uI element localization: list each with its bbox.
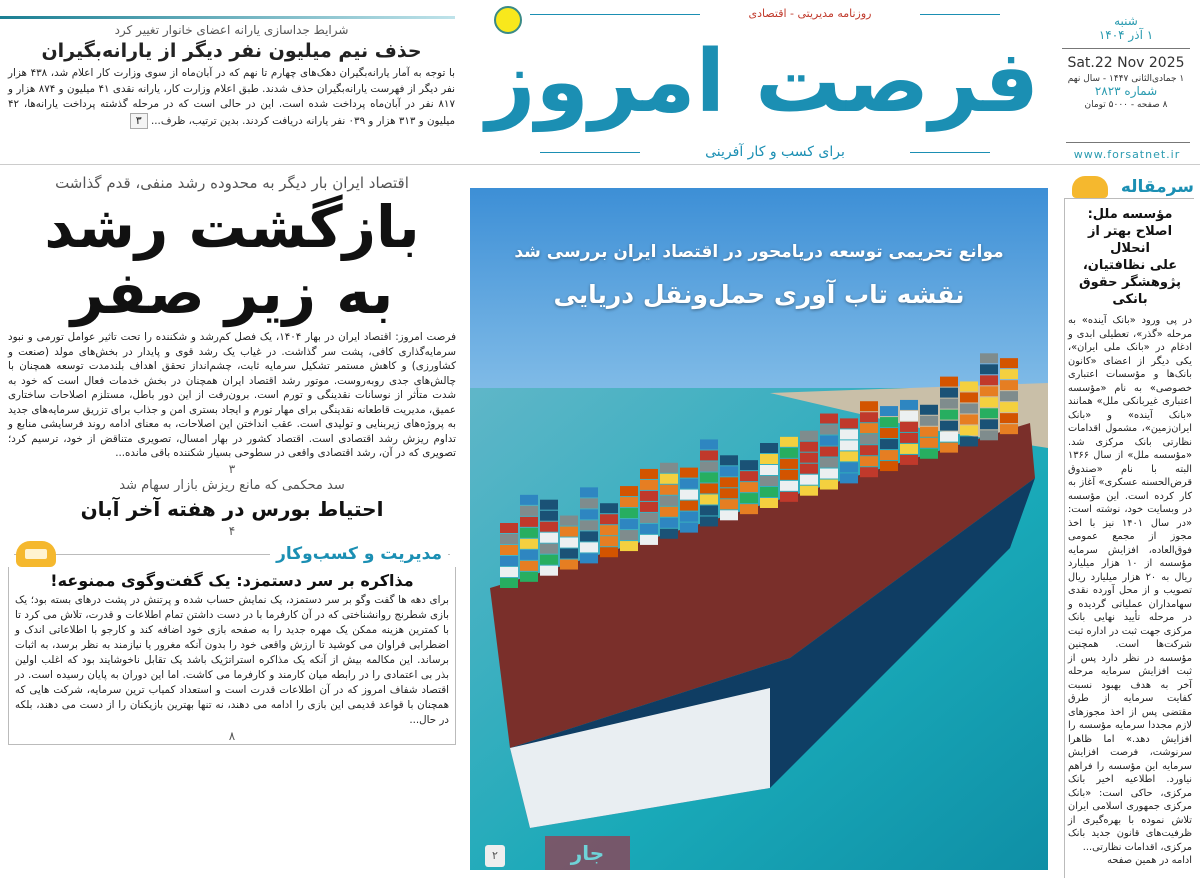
container [520,550,538,560]
container [780,437,798,447]
container [860,467,878,477]
container [500,523,518,533]
container [800,431,818,441]
briefcase-icon [16,541,56,567]
container [580,531,598,541]
container [560,549,578,559]
container [640,480,658,490]
container [520,528,538,538]
container [500,545,518,555]
container [880,428,898,438]
top-rule [0,16,455,19]
container [540,555,558,565]
container [720,455,738,465]
container [500,534,518,544]
container [840,451,858,461]
container [660,463,678,473]
container [800,464,818,474]
masthead-divider [0,164,1200,165]
page-ref[interactable]: ۳ [228,461,236,476]
container [600,503,618,513]
container [580,509,598,519]
business-body: برای دهه ها گفت وگو بر سر دستمزد، یک نمایش حساب شده و پرتنش در پشت درهای بسته بود؛ یک بازی شطرنج روانشناختی که در آن کارفرما با در دست داشتن تمام اطلاعات و قدرت، تلاش می کرد تا با کمترین هزینه ممکن یک مهره جدید را به صفحه بازی خود اضافه کند و کارجو با اطلاعاتی اندک و اضطرابی فراوان می کوشید تا ارزش واقعی خود را بدون آنکه مغرور یا نیازمند به نظر برسد، به اثبات برساند. این مکالمه بیش از آنکه یک مذاکره استراتژیک باشد یک تقابل ناخوشایند بود که اغلب اولین بذر بی اعتمادی را در رابطه میان کارمند و کارفرما می کاشت. اما این دوران به پایان رسیده است. در اقتصاد شفاف امروز که در آن اطلاعات قدرت است و استعداد کمیاب ترین سرمایه، شرکت هایی که همچنان با قواعد قدیمی این بازی را ادامه می دهند، نه تنها بهترین بازیکنان را از دست می دهند، بلکه در حال... [15,593,449,726]
container [720,499,738,509]
container [620,541,638,551]
editorial-column [1068,206,1192,868]
masthead-subtitle: روزنامه مدیریتی - اقتصادی [700,6,920,22]
container [640,469,658,479]
container [500,567,518,577]
container [540,511,558,521]
container [900,400,918,410]
container [680,501,698,511]
main-story-headline[interactable] [8,194,456,326]
container [980,386,998,396]
container [720,466,738,476]
container [560,538,578,548]
continued-note: ادامه در همین صفحه [1107,855,1192,866]
container [600,536,618,546]
container [840,473,858,483]
container [900,444,918,454]
photo-story-headline[interactable]: نقشه تاب آوری حمل‌ونقل دریایی [553,280,965,309]
container [740,471,758,481]
container [820,436,838,446]
container [840,462,858,472]
newspaper-logo[interactable]: فرصت امروز [485,32,1040,132]
container [880,450,898,460]
headline-line: بازگشت رشد [44,193,420,261]
business-section-title[interactable]: مدیریت و کسب‌وکار [270,541,448,567]
container [540,566,558,576]
top-story [8,22,455,129]
container [940,399,958,409]
stock-story-headline[interactable]: احتیاط بورس در هفته آخر آبان [80,496,384,521]
container [940,432,958,442]
container [860,434,878,444]
gregorian-date: Sat.22 Nov 2025 [1067,55,1185,71]
container [700,516,718,526]
top-story-headline[interactable]: حذف نیم میلیون نفر دیگر از یارانه‌بگیران [41,40,422,62]
container [820,458,838,468]
container [560,516,578,526]
container [1000,391,1018,401]
container [820,447,838,457]
container [740,482,758,492]
container [680,490,698,500]
container [980,353,998,363]
container [960,381,978,391]
container [580,498,598,508]
container [980,419,998,429]
page-ref[interactable]: ۳ [130,113,148,129]
container [940,410,958,420]
container [520,506,538,516]
container [1000,380,1018,390]
page-ref[interactable]: ۲ [485,845,505,867]
container [900,411,918,421]
container [620,497,638,507]
container [640,513,658,523]
container [940,377,958,387]
container [880,417,898,427]
container [1000,424,1018,434]
container [700,439,718,449]
container [820,469,838,479]
container [620,508,638,518]
container [800,486,818,496]
container [840,418,858,428]
container [860,445,878,455]
container [520,539,538,549]
container [660,518,678,528]
container [680,479,698,489]
container [920,427,938,437]
container [900,455,918,465]
container [740,460,758,470]
container [880,406,898,416]
editorial-text: در پی ورود «بانک آینده» به مرحله «گذر»، تعطیلی ابدی و ادغام در «بانک ملی ایران»، یکی دیگر از اعضای «کانون بانک‌ها و مؤسسات اعتباری خصوصی» به نام «مؤسسه اعتباری غیربانکی ملل» همانند «بانک آینده» و «بانک ایران‌زمین»، مشمول اقدامات نظارتی بانک مرکزی شد. «مؤسسه ملل» از سال ۱۳۶۶ البته با نام «صندوق قرض‌الحسنه عسکری» آغاز به کار کرده است. این مؤسسه در وبسایت خود، نوشته است: «در سال ۱۴۰۱ نیز با اخذ مجوز از مجمع عمومی فوق‌العاده، افزایش سرمایه مؤسسه از ۱۰ هزار میلیارد ریال به ۲۰ هزار میلیارد ریال تصویب و از محل آورده نقدی سهامداران عملیاتی گردیده و در مرحله تأیید نهایی بانک مرکزی جهت ثبت در اداره ثبت شرکت‌ها است. همچنین مؤسسه در نظر دارد پس از ثبت افزایش سرمایه مرحله آخر به هدف بهبود نسبت کفایت سرمایه از طرق مقتضی پس از اخذ مجوزهای لازم مجددا سرمایه مؤسسه را افزایش دهد.» اما ظاهرا سرنوشت، فرصت افزایش سرمایه این مؤسسه را فراهم نیاورد. اطلاعیه اخیر بانک مرکزی، حاکی است: «بانک مرکزی جمهوری اسلامی ایران تلاش نموده با بهره‌گیری از ظرفیت‌های قانون جدید بانک مرکزی، اقدامات نظارتی... [1068,315,1192,853]
container [860,412,878,422]
top-story-kicker: شرایط جداسازی یارانه اعضای خانوار تغییر کرد [114,23,349,37]
container [880,439,898,449]
container [960,425,978,435]
separator [1062,48,1190,49]
container [640,535,658,545]
container [720,510,738,520]
container [660,529,678,539]
container [600,547,618,557]
container [960,414,978,424]
container [840,440,858,450]
container [540,544,558,554]
persian-date: ۱ آذر ۱۴۰۴ [1098,28,1154,42]
container [800,475,818,485]
editorial-headline[interactable] [1068,206,1192,308]
container [780,459,798,469]
container [660,485,678,495]
container [560,527,578,537]
container [780,470,798,480]
container [760,465,778,475]
container [960,403,978,413]
container [680,468,698,478]
masthead-slogan: برای کسب و کار آفرینی [640,142,910,162]
container [600,514,618,524]
container [660,496,678,506]
container [1000,369,1018,379]
container [900,433,918,443]
container [980,375,998,385]
headline-line: به زیر صفر [70,259,394,327]
container [780,492,798,502]
container [780,448,798,458]
container [760,454,778,464]
page-ref[interactable]: ۸ [228,728,236,743]
container [980,408,998,418]
top-story-body [8,66,455,129]
container [720,488,738,498]
container [700,483,718,493]
container [620,486,638,496]
top-story-text: با توجه به آمار یارانه‌بگیران دهک‌های چهارم تا نهم که در آبان‌ماه از سوی وزارت کار اعلام شد، ۴۳۸ هزار نفر دیگر از فهرست یارانه‌بگیران حذف شدند. طبق اعلام وزارت کار، یارانه نقدی ۴۱ میلیون و ۸۷۴ هزار و ۸۱۷ نفر در آبان‌ماه پرداخت شده است. این در حالی است که در مرحله گذشته پرداخت یارانه‌ها، ۴۲ میلیون و ۳۱۳ هزار و ۰۳۹ نفر یارانه دریافت کردند. بدین ترتیب، ظرف... [8,67,455,127]
business-headline[interactable]: مذاکره بر سر دستمزد: یک گفت‌وگوی ممنوعه! [50,570,414,590]
photo-story-kicker: موانع تحریمی توسعه دریامحور در اقتصاد ایران بررسی شد [514,242,1004,262]
container [840,429,858,439]
container [540,522,558,532]
editorial-section-title[interactable]: سرمقاله [1120,177,1194,197]
container [1000,402,1018,412]
container [600,525,618,535]
container [800,453,818,463]
container [820,425,838,435]
editorial-body [1068,314,1192,868]
container [900,422,918,432]
container [940,421,958,431]
stock-story-kicker: سد محکمی که مانع ریزش بازار سهام شد [119,477,345,493]
container [520,572,538,582]
container [580,520,598,530]
container [640,524,658,534]
container [880,461,898,471]
container [860,401,878,411]
container [780,481,798,491]
main-story-body: فرصت امروز: اقتصاد ایران در بهار ۱۴۰۴، یک فصل کم‌رشد و شکننده را تحت تاثیر عوامل تورمی و نبود سرمایه‌گذاری کافی، پشت سر گذاشت. در غیاب یک رشد قوی و پایدار در بخش‌های مولد (صنعت و کشاورزی) و کاهش مستمر تشکیل سرمایه ثابت، چشم‌انداز تحقق اهداف بلندمدت توسعه همچنان با چالش‌های جدی روبه‌روست. موتور رشد اقتصاد ایران همچنان در بخش خدمات فعال است که خود به شدت متأثر از نوسانات نقدینگی و تورم است. برون‌رفت از این دور باطل، مستلزم اصلاحات ساختاری عمیق، مدیریت قاطعانه نقدینگی برای مهار تورم و ایجاد بستری امن و جذاب برای تزریق سرمایه‌های جدید به پروژه‌های زیربنایی و تولیدی است. عقب انداختن این اصلاحات، به معنای ادامه روند فرسایشی منابع و تداوم ریزش رشد اقتصادی است. اقتصاد کشور در بهار امسال، تصویری متناقض از خود، ترسیم کرد؛ تصویری که در آن، رشد اقتصادی واقعی در سطوحی بسیار شکننده باقی مانده... [8,331,456,459]
container [820,414,838,424]
container [640,502,658,512]
container [760,443,778,453]
main-story-kicker: اقتصاد ایران بار دیگر به محدوده رشد منفی، قدم گذاشت [55,174,409,192]
date-box [1058,14,1194,110]
container [740,504,758,514]
container [760,487,778,497]
container [960,392,978,402]
container [920,438,938,448]
container [860,456,878,466]
container [980,430,998,440]
container [660,474,678,484]
container [580,487,598,497]
container [520,517,538,527]
container [680,523,698,533]
container [700,450,718,460]
container [820,480,838,490]
container [860,423,878,433]
website-link[interactable]: www.forsatnet.ir [1073,148,1181,161]
container [520,561,538,571]
container [920,416,938,426]
editorial-author: علی نظافتیان، پژوهشگر حقوق بانکی [1079,258,1181,307]
container [700,505,718,515]
container [760,476,778,486]
container [660,507,678,517]
container [920,405,938,415]
container [620,519,638,529]
ad-badge[interactable]: جار [545,836,630,870]
container [560,560,578,570]
container [940,443,958,453]
container [980,397,998,407]
container [500,556,518,566]
container [580,542,598,552]
left-column [8,172,456,745]
page-ref[interactable]: ۴ [228,523,236,538]
container [1000,413,1018,423]
container [640,491,658,501]
business-section-box [8,567,456,745]
container [680,512,698,522]
container [960,436,978,446]
container [920,449,938,459]
container [500,578,518,588]
container [540,500,558,510]
container [800,442,818,452]
container [520,495,538,505]
container [1000,358,1018,368]
separator [1066,142,1190,143]
price: ۸ صفحه - ۵۰۰۰ تومان [1084,100,1168,110]
container [940,388,958,398]
container [580,553,598,563]
container [980,364,998,374]
container [700,461,718,471]
hijri-date: ۱ جمادی‌الثانی ۱۴۴۷ - سال نهم [1067,74,1185,84]
container [620,530,638,540]
editorial-title: مؤسسه ملل: اصلاح بهتر از انحلال [1087,207,1173,256]
business-section-header [8,541,456,567]
container [700,494,718,504]
container [760,498,778,508]
weekday: شنبه [1114,14,1138,28]
container [700,472,718,482]
container [740,493,758,503]
container [540,533,558,543]
issue-number: شماره ۲۸۲۳ [1094,84,1158,98]
container [720,477,738,487]
